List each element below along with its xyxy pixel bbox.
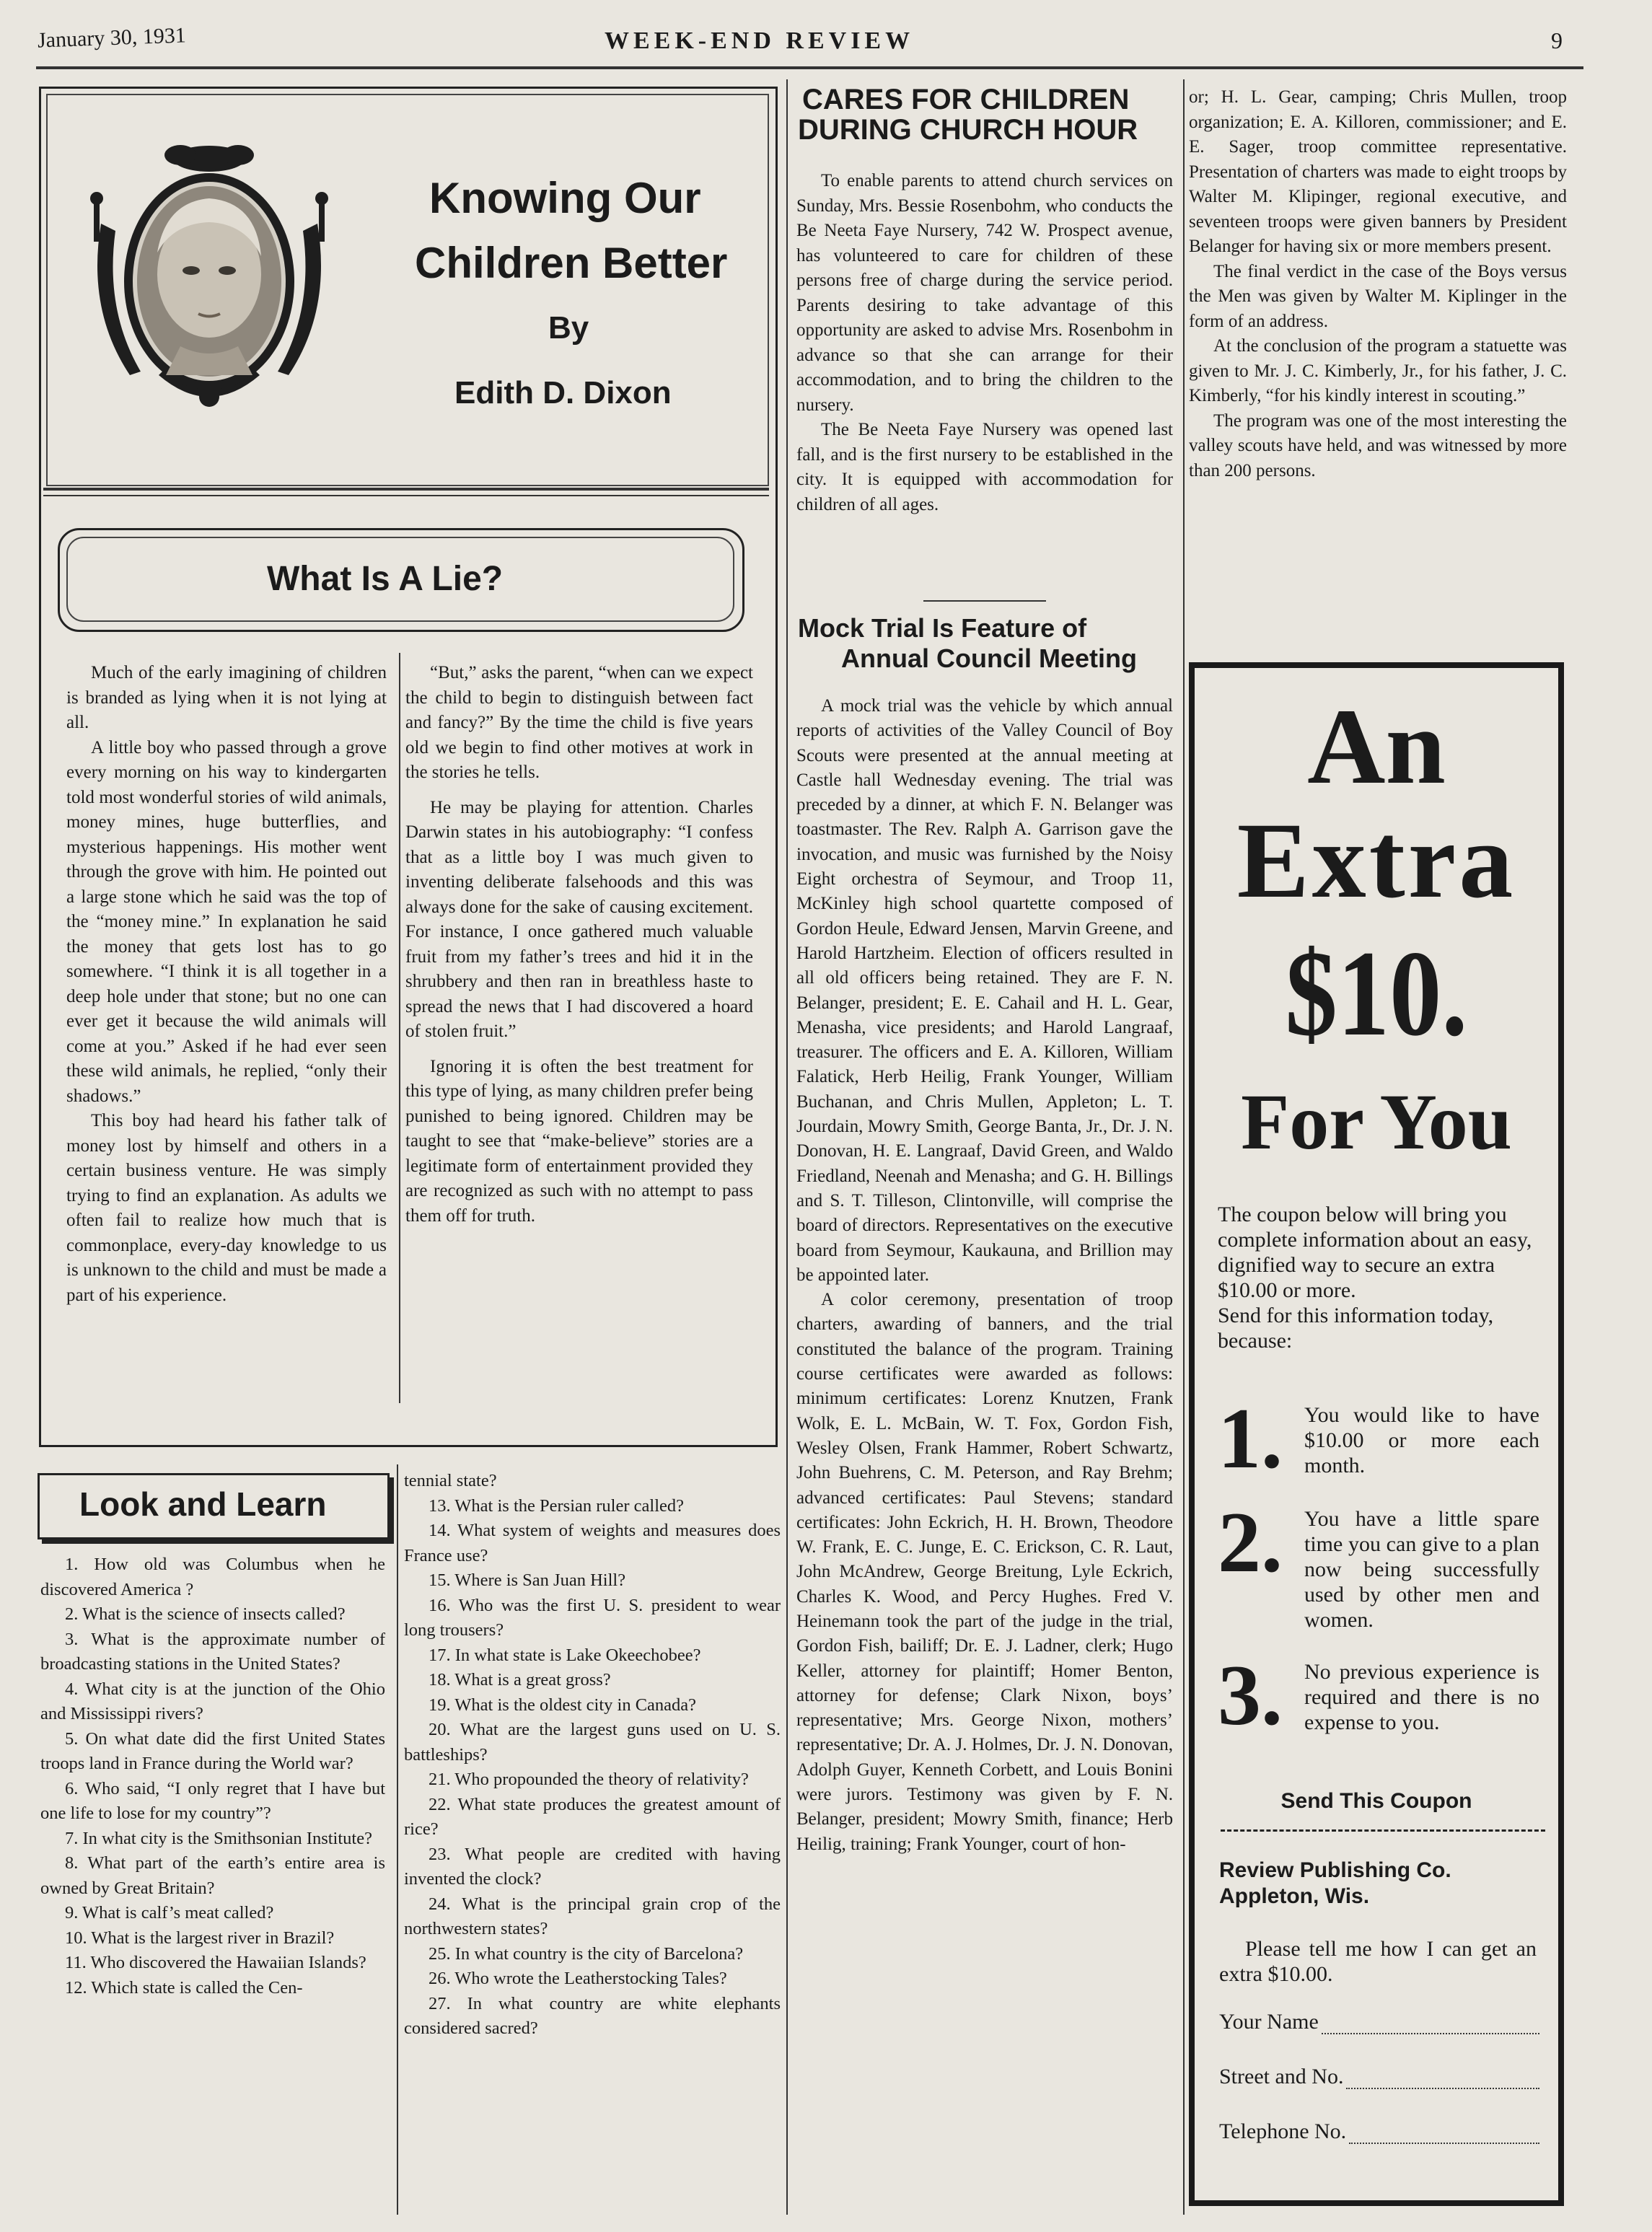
portrait-frame (72, 130, 346, 418)
coupon-city: Appleton, Wis. (1219, 1884, 1370, 1908)
look-column-rule (397, 1464, 398, 2215)
cares-heading-line1: CARES FOR CHILDREN (802, 84, 1130, 115)
lie-paragraph: A little boy who passed through a grove every morning on his way to kindergarten told most wonderful stories of wild animals, money mines, huge butterflies, and mysterious happenings. His mother went through the grove with him. He pointed out a large stone which he said was the top of the “money mine.” In explanation he said the money that gets lost has to go somewhere. “I think it is all together in a deep hole under that stone; but no one can ever get it because the wild animals will come at you.” Asked if he had ever seen these wild animals, he replied, “only their shadows.” (66, 737, 387, 1106)
ad-headline-amount: $10. (1285, 926, 1468, 1061)
mock-paragraph: At the conclusion of the program a statuette was given to Mr. J. C. Kimberly, Jr., for his father, J. C. Kimberly, “for his kindly interest in scouting.” (1189, 336, 1567, 405)
feature-byline-by: By (548, 310, 589, 346)
coupon-name-field[interactable] (1219, 2010, 1539, 2034)
coupon-company: Review Publishing Co. (1219, 1858, 1451, 1882)
ad-reason-number: 1. (1218, 1390, 1283, 1486)
coupon-street-label: Street and No. (1219, 2065, 1344, 2088)
ad-send-coupon: Send This Coupon (1280, 1789, 1472, 1813)
look-column-2 (404, 1469, 781, 2042)
coupon-name-line[interactable] (1322, 2016, 1539, 2034)
quiz-question: 25. In what country is the city of Barcelona? (429, 1943, 744, 1964)
mock-paragraph: The final verdict in the case of the Boys versus the Men was given by Walter M. Kiplinger in the form of an address. (1189, 261, 1567, 331)
mock-continued (1189, 85, 1567, 483)
quiz-question: 10. What is the largest river in Brazil? (65, 1928, 335, 1948)
cares-heading-line2: DURING CHURCH HOUR (798, 114, 1138, 146)
ad-intro (1218, 1202, 1539, 1353)
header-rule (36, 66, 1583, 69)
ad-reason-text: You would like to have $10.00 or more each month. (1304, 1403, 1539, 1477)
issue-date: January 30, 1931 (37, 23, 187, 53)
quiz-question: 18. What is a great gross? (429, 1670, 611, 1690)
quiz-question: 7. In what city is the Smithsonian Institute? (65, 1828, 372, 1848)
quiz-question: 21. Who propounded the theory of relativity? (429, 1770, 749, 1789)
portrait-ornament (72, 130, 346, 418)
cares-rule (923, 600, 1046, 602)
ad-reason-number: 3. (1218, 1647, 1283, 1743)
coupon-phone-label: Telephone No. (1219, 2119, 1347, 2143)
quiz-question: tennial state? (404, 1471, 497, 1490)
cares-paragraph: To enable parents to attend church services on Sunday, Mrs. Bessie Rosenbohm, who conducts the Be Neeta Faye Nursery, 742 W. Prospect avenue, has volunteered to care for children of these persons free of charge during the service period. Parents desiring to take advantage of this opportunity are asked to advise Mrs. Rosenbohm in advance so that she can arrange for their accommodation, and to bring the children to the nursery. (796, 171, 1173, 415)
page-number: 9 (1551, 27, 1563, 53)
coupon-name-label: Your Name (1219, 2010, 1319, 2034)
quiz-question: 23. What people are credited with having invented the clock? (404, 1844, 781, 1889)
ad-reason-3 (1218, 1647, 1539, 1743)
ad-headline-extra: Extra (1236, 801, 1516, 921)
mock-paragraph: or; H. L. Gear, camping; Chris Mullen, troop organization; E. A. Killoren, commissioner; and E. E. Sager, troop committee representative. Presentation of charters was made to eight troops by Walter M. Klipinger, regional executive, and seventeen troops were given banners by President Belanger for having six or more members present. (1189, 87, 1567, 256)
quiz-question: 17. In what state is Lake Okeechobee? (429, 1645, 701, 1665)
mock-article (796, 694, 1173, 1857)
coupon-phone-line[interactable] (1349, 2125, 1539, 2144)
quiz-question: 8. What part of the earth’s entire area is owned by Great Britain? (40, 1853, 385, 1898)
quiz-question: 1. How old was Columbus when he discovered America ? (40, 1555, 385, 1599)
mock-heading-line1: Mock Trial Is Feature of (798, 613, 1087, 643)
coupon-cut-line (1221, 1829, 1545, 1832)
ad-send-for: Send for this information today, because: (1218, 1304, 1494, 1353)
lie-paragraph: “But,” asks the parent, “when can we expect the child to begin to distinguish between fact and fancy?” By the time the child is five years old we begin to find other motives at work in the stories he tells. (405, 663, 753, 782)
lie-column-2 (405, 661, 753, 1229)
lie-paragraph: This boy had heard his father talk of money lost by himself and others in a certain business venture. He was simply trying to find an explanation. As adults we often fail to realize how much that is commonplace, every-day knowledge to us is unknown to the child and must be made a part of his experience. (66, 1111, 387, 1305)
quiz-question: 27. In what country are white elephants considered sacred? (404, 1993, 781, 2038)
middle-column-rule-right (1183, 79, 1185, 2215)
middle-column-rule-left (786, 79, 788, 2215)
feature-divider-2 (43, 495, 769, 496)
ad-reason-text: You have a little spare time you can give to a plan now being successfully used by other men and women. (1304, 1507, 1539, 1632)
quiz-question: 13. What is the Persian ruler called? (429, 1495, 684, 1516)
ad-reason-text: No previous experience is required and there is no expense to you. (1304, 1660, 1539, 1734)
quiz-question: 3. What is the approximate number of broadcasting stations in the United States? (40, 1629, 385, 1674)
quiz-question: 14. What system of weights and measures does France use? (404, 1521, 781, 1565)
coupon-request: Please tell me how I can get an extra $10.00. (1219, 1937, 1537, 1986)
cares-article (796, 169, 1173, 517)
quiz-question: 5. On what date did the first United States troops land in France during the World war? (40, 1728, 385, 1773)
quiz-question: 12. Which state is called the Cen- (65, 1977, 303, 1998)
quiz-question: 11. Who discovered the Hawaiian Islands? (65, 1953, 366, 1972)
feature-author: Edith D. Dixon (454, 375, 672, 410)
lie-heading: What Is A Lie? (267, 560, 504, 598)
lie-column-1 (66, 661, 387, 1308)
coupon-street-line[interactable] (1346, 2070, 1539, 2089)
ad-intro-text: The coupon below will bring you complete information about an easy, dignified way to secure an extra $10.00 or more. (1218, 1203, 1532, 1302)
ad-headline-an: An (1307, 687, 1446, 807)
ad-reason-1 (1218, 1390, 1539, 1486)
quiz-question: 22. What state produces the greatest amount of rice? (404, 1794, 781, 1839)
coupon-phone-field[interactable] (1219, 2119, 1539, 2144)
quiz-question: 6. Who said, “I only regret that I have but one life to lose for my country”? (40, 1778, 385, 1823)
coupon-street-field[interactable] (1219, 2065, 1539, 2089)
quiz-question: 4. What city is at the junction of the Ohio and Mississippi rivers? (40, 1679, 385, 1723)
ad-reason-number: 2. (1218, 1494, 1283, 1590)
quiz-question: 24. What is the principal grain crop of the northwestern states? (404, 1894, 781, 1938)
quiz-question: 16. Who was the first U. S. president to wear long trousers? (404, 1595, 781, 1640)
mock-paragraph: The program was one of the most interesting the valley scouts have held, and was witnessed by more than 200 persons. (1189, 410, 1567, 480)
feature-divider (43, 488, 769, 491)
quiz-question: 20. What are the largest guns used on U. S. battleships? (404, 1720, 781, 1765)
quiz-question: 26. Who wrote the Leatherstocking Tales? (429, 1969, 727, 1988)
quiz-question: 2. What is the science of insects called? (65, 1604, 346, 1624)
ad-reason-2 (1218, 1494, 1539, 1633)
lie-paragraph: He may be playing for attention. Charles Darwin states in his autobiography: “I confess that as a little boy I was much given to inventing deliberate falsehoods and this was always done for the sake of causing excitement. For instance, I once gathered much valuable fruit from my father’s trees and hid it in the shrubbery and then ran in breathless haste to spread the news that I had discovered a hoard of stolen fruit.” (405, 797, 753, 1041)
feature-title-line1: Knowing Our (429, 174, 701, 222)
lie-paragraph: Ignoring it is often the best treatment for this type of lying, as many children prefer being punished to being ignored. Children may be taught to see that “make-believe” stories are a legitimate form of entertainment provided they are recognized as such with no attempt to pass them off for truth. (405, 1056, 753, 1226)
quiz-question: 19. What is the oldest city in Canada? (429, 1695, 697, 1715)
feature-title-line2: Children Better (415, 239, 728, 287)
look-heading: Look and Learn (79, 1485, 327, 1523)
quiz-question: 15. Where is San Juan Hill? (429, 1570, 626, 1590)
look-column-1 (40, 1552, 385, 2000)
mock-paragraph: A color ceremony, presentation of troop charters, awarding of banners, and the trial constituted the balance of the program. Training course certificates were awarded as follows: minimum certificates: Lorenz Knutzen, Frank Wolk, E. L. McBain, W. T. Fox, Gordon Fish, Wesley Olsen, Frank Hammer, Robert Schwartz, John Buehrens, C. M. Peterson, and Ray Brehm; advanced certificates: Paul Stevens; standard certificates: John Eckrich, H. H. Brown, Theodore W. Frank, E. C. Junge, E. C. Erickson, C. R. Laut, John McAndrew, George Breitung, Lyle Eckrich, Charles K. Wood, and Percy Hughes. Fred V. Heinemann took the part of the judge in the trial, Gordon Fish, bailiff; Dr. E. J. Ladner, clerk; Hugo Keller, attorney for plaintiff; Homer Benton, attorney for defense; Clark Nixon, boys’ representative; Mrs. George Nixon, mothers’ representative; Dr. A. J. Holmes, Dr. J. N. Donovan, Adolph Guyer, Kenneth Corbett, and Louis Bonini were jurors. Testimony was given by F. N. Belanger, president; Mowry Smith, finance; Herb Heilig, training; Frank Younger, court of hon- (796, 1290, 1173, 1854)
quiz-question: 9. What is calf’s meat called? (65, 1903, 274, 1923)
lie-column-rule (399, 653, 400, 1403)
cares-paragraph: The Be Neeta Faye Nursery was opened last fall, and is the first nursery to be established in the city. It is equipped with accommodation for children of all ages. (796, 420, 1173, 514)
lie-paragraph: Much of the early imagining of children is branded as lying when it is not lying at all. (66, 663, 387, 732)
mock-paragraph: A mock trial was the vehicle by which annual reports of activities of the Valley Council of Boy Scouts were presented at the annual meeting at Castle hall Wednesday evening. The trial was preceded by a dinner, at which F. N. Belanger was toastmaster. The Rev. Ralph A. Garrison gave the invocation, and music was furnished by the Noisy Eight orchestra of Seymour, and Troop 11, McKinley high school quartette composed of Gordon Heule, Edward Jensen, Marvin Greene, and Harold Hartzheim. Election of officers resulted in all old officers being retained. They are F. N. Belanger, president; E. E. Cahail and H. L. Gear, Menasha, vice presidents; and Harold Langraaf, treasurer. The officers and E. A. Killoren, William Falatick, Herb Heilig, Frank Younger, William Buchanan, and Chris Mullen, Appleton; L. T. Jourdain, Mowry Smith, George Banta, Jr., Dr. J. N. Donovan, H. E. Langraaf, David Green, and Waldo Friedland, Neenah and Menasha; and G. H. Billings and S. T. Tilleson, Clintonville, will comprise the board of directors. Representatives on the executive board from Seymour, Kaukauna, and Brillion may be appointed later. (796, 696, 1173, 1285)
publication-title: WEEK-END REVIEW (605, 27, 915, 54)
ad-headline-for-you: For You (1241, 1078, 1512, 1166)
mock-heading-line2: Annual Council Meeting (841, 643, 1137, 673)
